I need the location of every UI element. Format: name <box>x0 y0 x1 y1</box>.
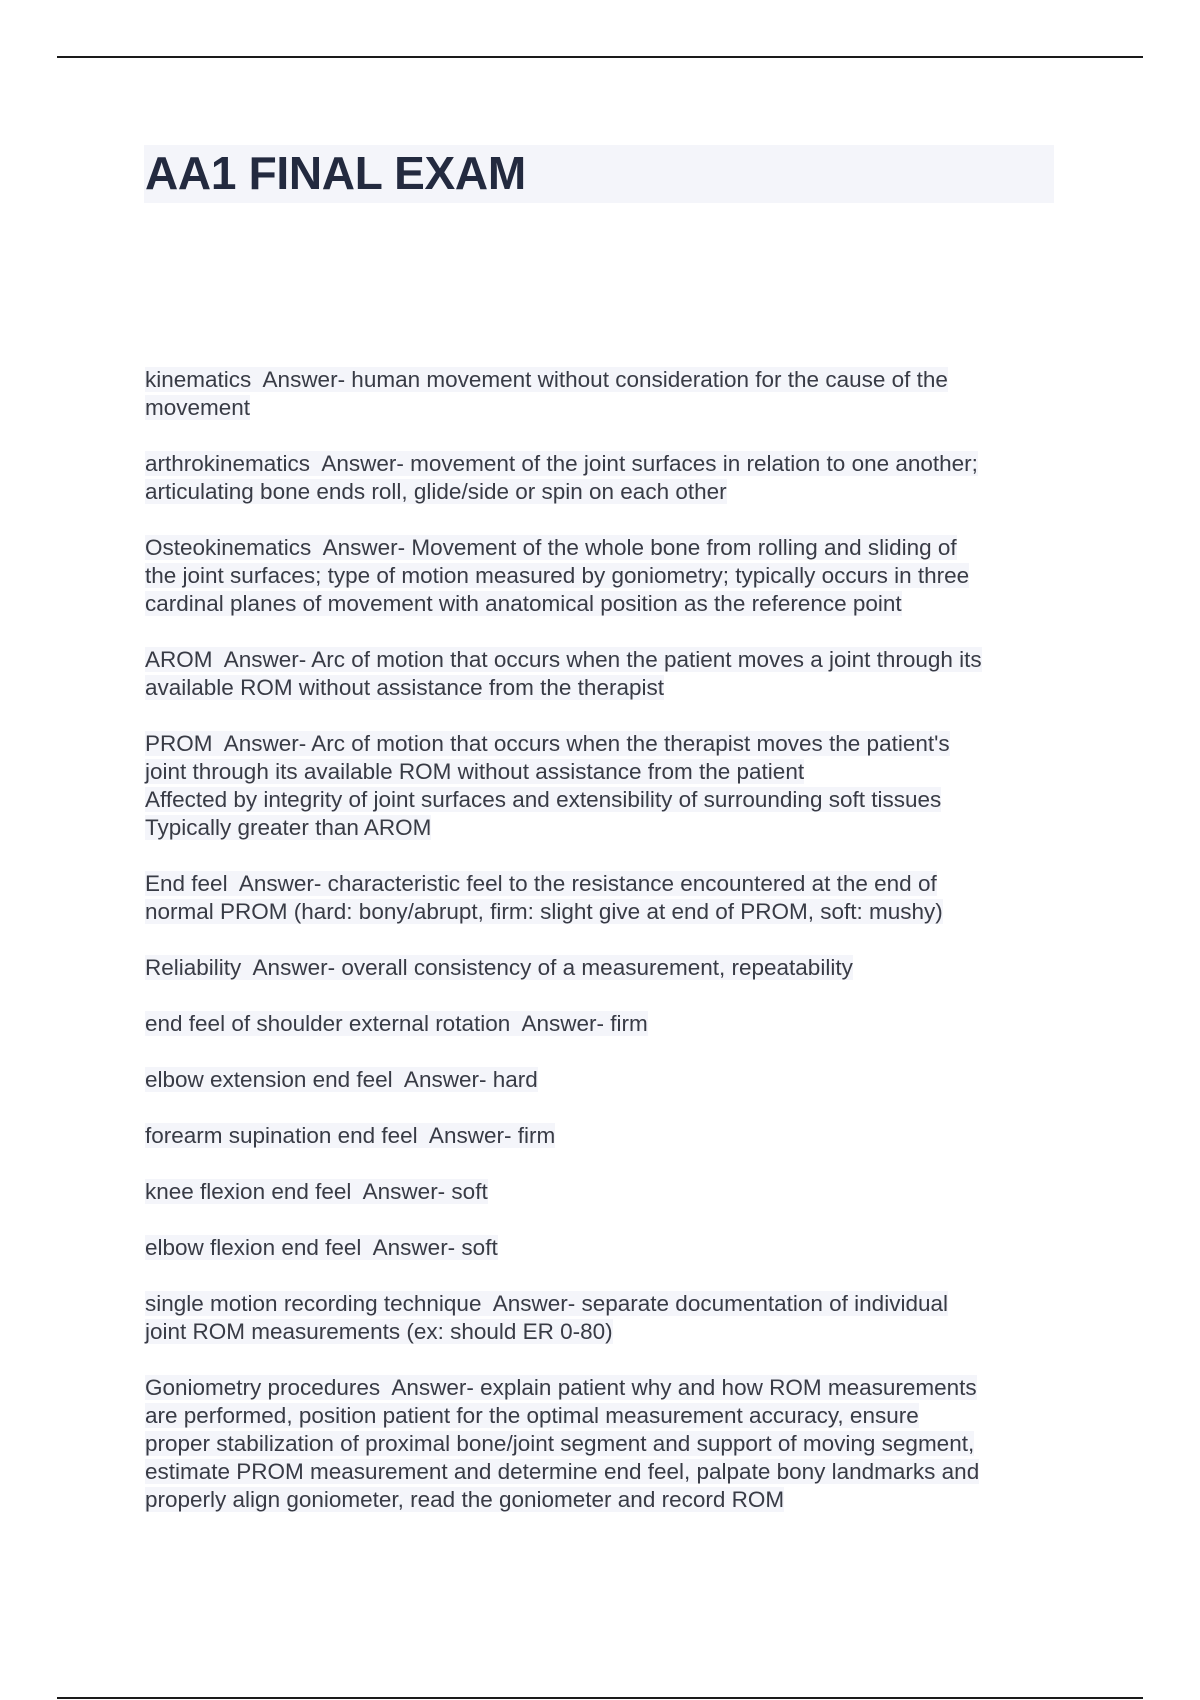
qa-entry <box>145 366 1065 422</box>
qa-line <box>145 590 1065 618</box>
qa-line-text: the joint surfaces; type of motion measured by goniometry; typically occurs in three <box>145 563 970 588</box>
qa-line <box>145 730 1065 758</box>
qa-line <box>145 1374 1065 1402</box>
qa-line-text: End feel Answer- characteristic feel to the resistance encountered at the end of <box>145 871 937 896</box>
qa-line <box>145 870 1065 898</box>
qa-line <box>145 786 1065 814</box>
qa-entry <box>145 954 1065 982</box>
qa-line <box>145 1010 1065 1038</box>
document-title: AA1 FINAL EXAM <box>145 147 526 199</box>
qa-line-text: Reliability Answer- overall consistency of a measurement, repeatability <box>145 955 853 980</box>
qa-entry <box>145 1178 1065 1206</box>
qa-line <box>145 1318 1065 1346</box>
qa-line-text: Osteokinematics Answer- Movement of the whole bone from rolling and sliding of <box>145 535 957 560</box>
qa-line <box>145 646 1065 674</box>
qa-entry <box>145 1122 1065 1150</box>
qa-entry <box>145 870 1065 926</box>
qa-line-text: Typically greater than AROM <box>145 815 432 840</box>
qa-line-text: kinematics Answer- human movement without consideration for the cause of the <box>145 367 948 392</box>
qa-line-text: properly align goniometer, read the goniometer and record ROM <box>145 1487 785 1512</box>
qa-line <box>145 758 1065 786</box>
qa-line-text: PROM Answer- Arc of motion that occurs when the therapist moves the patient's <box>145 731 950 756</box>
qa-entry <box>145 1234 1065 1262</box>
qa-line-text: arthrokinematics Answer- movement of the joint surfaces in relation to one another; <box>145 451 978 476</box>
qa-line <box>145 1458 1065 1486</box>
qa-line <box>145 814 1065 842</box>
qa-line <box>145 1486 1065 1514</box>
qa-line-text: normal PROM (hard: bony/abrupt, firm: slight give at end of PROM, soft: mushy) <box>145 899 943 924</box>
qa-entry <box>145 450 1065 506</box>
qa-line-text: estimate PROM measurement and determine end feel, palpate bony landmarks and <box>145 1459 980 1484</box>
qa-line <box>145 394 1065 422</box>
bottom-rule <box>57 1697 1143 1699</box>
qa-line <box>145 478 1065 506</box>
qa-entry <box>145 646 1065 702</box>
qa-line-text: are performed, position patient for the optimal measurement accuracy, ensure <box>145 1403 919 1428</box>
qa-line <box>145 366 1065 394</box>
qa-line <box>145 954 1065 982</box>
qa-line <box>145 450 1065 478</box>
qa-line-text: single motion recording technique Answer- separate documentation of individual <box>145 1291 948 1316</box>
qa-line-text: AROM Answer- Arc of motion that occurs when the patient moves a joint through its <box>145 647 982 672</box>
qa-line-text: elbow extension end feel Answer- hard <box>145 1067 538 1092</box>
qa-line <box>145 534 1065 562</box>
qa-line-text: end feel of shoulder external rotation Answer- firm <box>145 1011 648 1036</box>
qa-line-text: movement <box>145 395 251 420</box>
qa-line-text: cardinal planes of movement with anatomical position as the reference point <box>145 591 902 616</box>
qa-line-text: joint ROM measurements (ex: should ER 0-80) <box>145 1319 613 1344</box>
qa-line-text: elbow flexion end feel Answer- soft <box>145 1235 498 1260</box>
qa-line-text: joint through its available ROM without assistance from the patient <box>145 759 805 784</box>
qa-line <box>145 674 1065 702</box>
qa-line <box>145 562 1065 590</box>
qa-line-text: Affected by integrity of joint surfaces and extensibility of surrounding soft tissues <box>145 787 942 812</box>
qa-line <box>145 1234 1065 1262</box>
qa-line-text: Goniometry procedures Answer- explain patient why and how ROM measurements <box>145 1375 977 1400</box>
top-rule <box>57 56 1143 58</box>
qa-entry <box>145 534 1065 618</box>
qa-entry <box>145 1290 1065 1346</box>
qa-entry <box>145 1066 1065 1094</box>
qa-line-text: available ROM without assistance from the therapist <box>145 675 664 700</box>
qa-line <box>145 1122 1065 1150</box>
qa-line <box>145 1178 1065 1206</box>
qa-entry <box>145 730 1065 842</box>
qa-line <box>145 898 1065 926</box>
qa-entry <box>145 1010 1065 1038</box>
qa-line <box>145 1402 1065 1430</box>
qa-list <box>145 366 1065 1542</box>
qa-line-text: proper stabilization of proximal bone/joint segment and support of moving segment, <box>145 1431 975 1456</box>
qa-line <box>145 1290 1065 1318</box>
qa-line-text: knee flexion end feel Answer- soft <box>145 1179 488 1204</box>
qa-line <box>145 1066 1065 1094</box>
qa-line <box>145 1430 1065 1458</box>
qa-line-text: articulating bone ends roll, glide/side or spin on each other <box>145 479 727 504</box>
qa-entry <box>145 1374 1065 1514</box>
qa-line-text: forearm supination end feel Answer- firm <box>145 1123 556 1148</box>
